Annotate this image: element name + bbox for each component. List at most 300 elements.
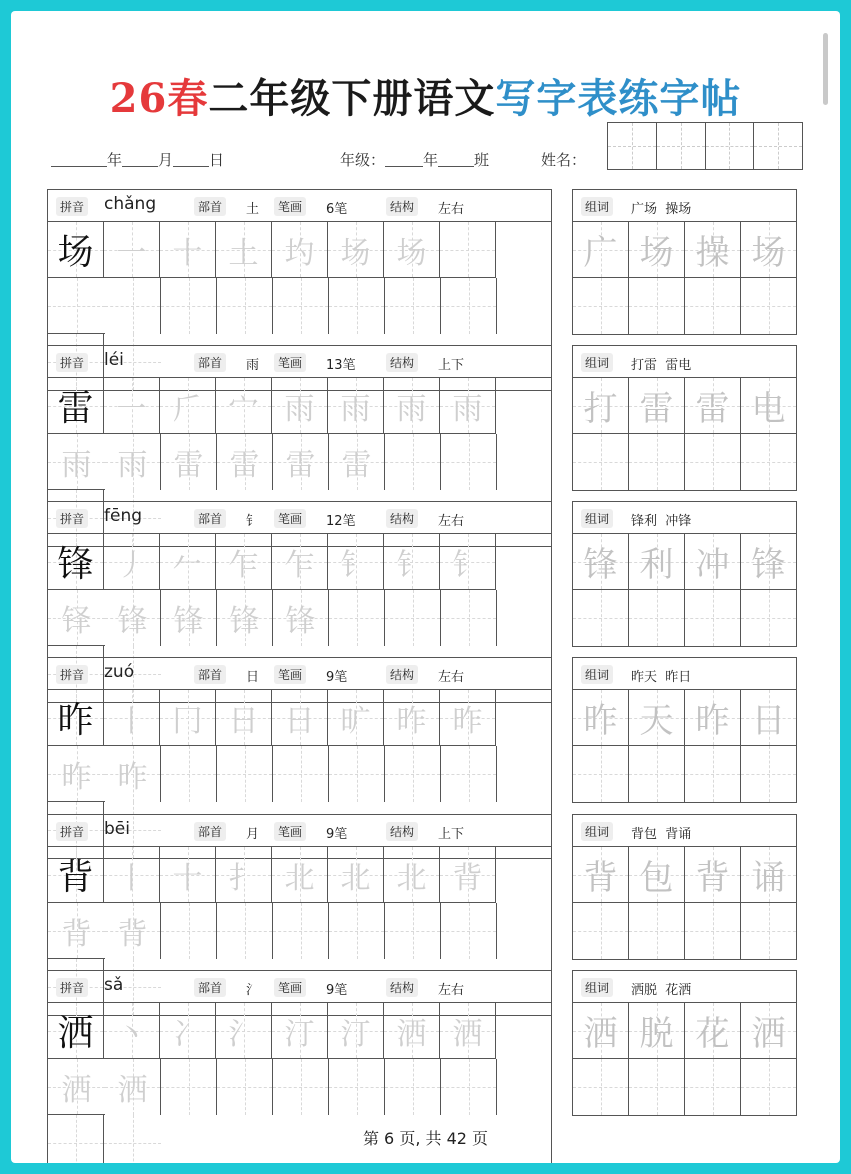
- practice-box[interactable]: [385, 590, 441, 646]
- practice-box[interactable]: [384, 847, 440, 903]
- practice-box[interactable]: [216, 378, 272, 434]
- date-line: [51, 149, 224, 170]
- stroke-step-char: 十: [172, 860, 203, 896]
- practice-box[interactable]: [384, 534, 440, 590]
- structure-value: 左右: [438, 983, 465, 998]
- practice-box[interactable]: [104, 1003, 160, 1059]
- practice-box[interactable]: [273, 1059, 329, 1115]
- pinyin-value: bēi: [104, 819, 130, 839]
- strokes-label: 笔画: [274, 197, 306, 216]
- structure-value: 左右: [438, 514, 465, 529]
- word-box[interactable]: [685, 590, 741, 646]
- name-box[interactable]: [706, 123, 755, 169]
- stroke-step-char: 昨: [61, 759, 92, 795]
- pinyin-label: 拼音: [56, 509, 88, 528]
- word-box[interactable]: [573, 1003, 629, 1059]
- stroke-step-char: 昨: [452, 703, 483, 739]
- structure-value: 左右: [438, 202, 465, 217]
- word-box[interactable]: [685, 1003, 741, 1059]
- stroke-step-char: 汀: [284, 1016, 315, 1052]
- word-box[interactable]: [741, 1003, 796, 1059]
- stroke-step-char: 雨: [61, 447, 92, 483]
- word-box[interactable]: [629, 378, 685, 434]
- word-box[interactable]: [741, 746, 796, 802]
- practice-box[interactable]: [328, 222, 384, 278]
- practice-box[interactable]: [105, 746, 161, 802]
- practice-box[interactable]: [160, 378, 216, 434]
- radical-value: 月: [246, 827, 260, 842]
- worksheet-page: [11, 11, 840, 1163]
- practice-box[interactable]: [217, 1059, 273, 1115]
- model-char: 锋: [57, 544, 94, 585]
- pinyin-label: 拼音: [56, 665, 88, 684]
- practice-box[interactable]: [329, 746, 385, 802]
- practice-box[interactable]: [104, 534, 160, 590]
- practice-box[interactable]: [384, 378, 440, 434]
- stroke-step-char: 洒: [452, 1016, 483, 1052]
- practice-box[interactable]: [440, 222, 496, 278]
- pinyin-value: sǎ: [104, 975, 124, 995]
- stroke-step-char: 日: [284, 703, 315, 739]
- year-label: 年: [107, 151, 123, 169]
- stroke-step-char: 丿: [116, 547, 147, 583]
- stroke-step-char: 锋: [117, 604, 148, 639]
- word-box[interactable]: [741, 690, 796, 746]
- word-trace-char: 背: [695, 858, 730, 898]
- stroke-step-char: 汀: [340, 1016, 371, 1052]
- word-box[interactable]: [629, 1003, 685, 1059]
- practice-box[interactable]: [329, 590, 385, 646]
- words-value: 打雷 雷电: [631, 358, 692, 373]
- word-box[interactable]: [685, 378, 741, 434]
- word-box[interactable]: [573, 378, 629, 434]
- word-trace-char: 广: [583, 233, 618, 273]
- word-box[interactable]: [685, 278, 741, 334]
- word-trace-char: 日: [751, 701, 786, 741]
- words-header: [573, 815, 796, 847]
- name-box[interactable]: [608, 123, 657, 169]
- month-label: 月: [158, 151, 174, 169]
- practice-box[interactable]: [160, 222, 216, 278]
- practice-box[interactable]: [104, 690, 160, 746]
- stroke-step-char: 冂: [172, 703, 203, 739]
- word-box[interactable]: [629, 590, 685, 646]
- grade-label: 年级：: [340, 151, 386, 169]
- word-box[interactable]: [573, 746, 629, 802]
- char-info-header: [48, 815, 551, 847]
- stroke-step-char: 北: [284, 860, 315, 896]
- practice-box[interactable]: [385, 1059, 441, 1115]
- stroke-step-char: 钅: [396, 547, 427, 583]
- strokes-value: 13笔: [326, 358, 356, 373]
- pinyin-value: zuó: [104, 662, 135, 682]
- practice-box[interactable]: [441, 434, 497, 490]
- word-box[interactable]: [573, 690, 629, 746]
- stroke-step-char: 𠂆: [172, 391, 203, 427]
- words-header: [573, 658, 796, 690]
- stroke-step-char: 北: [340, 860, 371, 896]
- word-grid: [573, 690, 796, 802]
- year-blank[interactable]: [51, 152, 107, 167]
- word-box[interactable]: [685, 746, 741, 802]
- word-trace-char: 场: [751, 233, 786, 273]
- practice-box[interactable]: [272, 847, 328, 903]
- title-part-3: 写字表练字帖: [495, 75, 742, 122]
- words-label: 组词: [581, 509, 613, 528]
- name-label: 姓名：: [541, 151, 587, 169]
- name-box[interactable]: [754, 123, 802, 169]
- practice-box[interactable]: [328, 1003, 384, 1059]
- practice-box[interactable]: [160, 847, 216, 903]
- word-box[interactable]: [629, 1059, 685, 1115]
- stroke-step-char: 冫: [172, 1016, 203, 1052]
- stroke-step-char: 雨: [117, 448, 148, 483]
- practice-box[interactable]: [105, 278, 161, 334]
- practice-box[interactable]: [105, 1059, 161, 1115]
- word-box[interactable]: [685, 1059, 741, 1115]
- practice-box[interactable]: [441, 746, 497, 802]
- model-char: 洒: [57, 1013, 94, 1054]
- practice-box[interactable]: [104, 378, 160, 434]
- practice-box[interactable]: [273, 278, 329, 334]
- stroke-step-char: 雨: [340, 391, 371, 427]
- stroke-step-char: 雷: [341, 448, 372, 483]
- practice-box[interactable]: [441, 903, 497, 959]
- practice-box[interactable]: [216, 847, 272, 903]
- word-box[interactable]: [573, 434, 629, 490]
- practice-box[interactable]: [161, 590, 217, 646]
- model-char: 场: [57, 232, 94, 273]
- pinyin-label: 拼音: [56, 822, 88, 841]
- practice-box[interactable]: [440, 847, 496, 903]
- word-box[interactable]: [741, 378, 796, 434]
- stroke-step-char: 雨: [396, 391, 427, 427]
- word-box[interactable]: [629, 278, 685, 334]
- word-box[interactable]: [573, 534, 629, 590]
- structure-label: 结构: [386, 665, 418, 684]
- word-box[interactable]: [573, 847, 629, 903]
- practice-box[interactable]: [329, 434, 385, 490]
- practice-box[interactable]: [161, 903, 217, 959]
- char-info-header: [48, 190, 551, 222]
- practice-box[interactable]: [328, 690, 384, 746]
- structure-value: 上下: [438, 358, 465, 373]
- stroke-step-char: 𠂉: [172, 547, 203, 583]
- stroke-step-char: 土: [228, 235, 259, 271]
- practice-box[interactable]: [273, 590, 329, 646]
- stroke-step-char: 昨: [396, 703, 427, 739]
- words-label: 组词: [581, 197, 613, 216]
- practice-box[interactable]: [272, 378, 328, 434]
- word-box[interactable]: [629, 690, 685, 746]
- practice-box[interactable]: [216, 222, 272, 278]
- word-box[interactable]: [629, 222, 685, 278]
- practice-box[interactable]: [105, 434, 161, 490]
- practice-box[interactable]: [273, 434, 329, 490]
- word-trace-char: 洒: [583, 1014, 618, 1054]
- practice-box[interactable]: [272, 534, 328, 590]
- pinyin-label: 拼音: [56, 978, 88, 997]
- pinyin-label: 拼音: [56, 353, 88, 372]
- word-box[interactable]: [685, 903, 741, 959]
- stroke-step-char: 日: [228, 703, 259, 739]
- word-box[interactable]: [629, 534, 685, 590]
- practice-box[interactable]: [217, 434, 273, 490]
- radical-value: 雨: [246, 358, 260, 373]
- radical-label: 部首: [194, 978, 226, 997]
- practice-box[interactable]: [440, 534, 496, 590]
- practice-box[interactable]: [217, 746, 273, 802]
- word-trace-char: 背: [583, 858, 618, 898]
- word-grid: [573, 1003, 796, 1115]
- model-char-box: [48, 534, 104, 590]
- word-box[interactable]: [573, 222, 629, 278]
- stroke-step-char: 一: [116, 235, 147, 271]
- class-blank[interactable]: [438, 152, 474, 167]
- word-box[interactable]: [685, 690, 741, 746]
- title-part-2: 二年级下册语文: [208, 75, 496, 122]
- page-footer: 第 6 页, 共 42 页: [362, 1129, 489, 1148]
- model-char: 昨: [57, 700, 94, 741]
- radical-label: 部首: [194, 509, 226, 528]
- word-box[interactable]: [685, 847, 741, 903]
- word-box[interactable]: [741, 903, 796, 959]
- word-grid: [573, 534, 796, 646]
- name-boxes[interactable]: [607, 122, 803, 170]
- pinyin-value: fēng: [104, 506, 143, 526]
- stroke-step-char: 圴: [284, 235, 315, 271]
- word-trace-char: 雷: [639, 389, 674, 429]
- stroke-step-char: 背: [117, 917, 148, 952]
- stroke-step-char: 昨: [117, 760, 148, 795]
- practice-box[interactable]: [217, 903, 273, 959]
- practice-box[interactable]: [328, 378, 384, 434]
- model-char-box: [48, 378, 104, 434]
- practice-box[interactable]: [441, 590, 497, 646]
- word-box[interactable]: [573, 278, 629, 334]
- word-trace-char: 昨: [695, 701, 730, 741]
- name-box[interactable]: [657, 123, 706, 169]
- word-box[interactable]: [629, 903, 685, 959]
- practice-box[interactable]: [385, 746, 441, 802]
- practice-box[interactable]: [440, 1003, 496, 1059]
- practice-box[interactable]: [385, 903, 441, 959]
- words-header: [573, 971, 796, 1003]
- practice-box[interactable]: [385, 278, 441, 334]
- word-box[interactable]: [741, 590, 796, 646]
- stroke-step-char: 氵: [228, 1016, 259, 1052]
- word-practice-block: [572, 814, 797, 960]
- model-char-box: [48, 847, 104, 903]
- word-practice-block: [572, 501, 797, 647]
- words-value: 广场 操场: [631, 202, 692, 217]
- practice-box[interactable]: [161, 746, 217, 802]
- pinyin-value: léi: [104, 350, 124, 370]
- practice-box[interactable]: [384, 222, 440, 278]
- title-part-1: 26春: [109, 75, 209, 122]
- practice-box[interactable]: [105, 903, 161, 959]
- structure-value: 左右: [438, 670, 465, 685]
- word-box[interactable]: [741, 434, 796, 490]
- stroke-step-char: 洒: [396, 1016, 427, 1052]
- stroke-step-char: 雷: [229, 448, 260, 483]
- word-box[interactable]: [573, 903, 629, 959]
- word-box[interactable]: [685, 222, 741, 278]
- stroke-step-char: 雨: [452, 391, 483, 427]
- word-trace-char: 天: [639, 701, 674, 741]
- word-box[interactable]: [629, 746, 685, 802]
- radical-value: 日: [246, 670, 260, 685]
- radical-value: 钅: [246, 514, 260, 529]
- words-label: 组词: [581, 822, 613, 841]
- words-value: 洒脱 花洒: [631, 983, 692, 998]
- char-info-header: [48, 971, 551, 1003]
- practice-box[interactable]: [384, 1003, 440, 1059]
- word-trace-char: 花: [695, 1014, 730, 1054]
- strokes-label: 笔画: [274, 978, 306, 997]
- practice-box[interactable]: [217, 590, 273, 646]
- practice-box[interactable]: [217, 278, 273, 334]
- practice-box[interactable]: [48, 590, 105, 646]
- word-box[interactable]: [741, 1059, 796, 1115]
- words-header: [573, 502, 796, 534]
- word-box[interactable]: [629, 434, 685, 490]
- page-title: [11, 67, 840, 124]
- practice-box[interactable]: [160, 690, 216, 746]
- radical-label: 部首: [194, 197, 226, 216]
- practice-box[interactable]: [48, 746, 105, 802]
- structure-label: 结构: [386, 822, 418, 841]
- grade-blank[interactable]: [385, 152, 423, 167]
- char-info-header: [48, 502, 551, 534]
- word-grid: [573, 847, 796, 959]
- practice-box[interactable]: [160, 534, 216, 590]
- word-trace-char: 包: [639, 858, 674, 898]
- practice-box[interactable]: [329, 903, 385, 959]
- structure-label: 结构: [386, 353, 418, 372]
- practice-box[interactable]: [216, 1003, 272, 1059]
- word-practice-block: [572, 345, 797, 491]
- practice-box[interactable]: [48, 434, 105, 490]
- practice-box[interactable]: [104, 847, 160, 903]
- stroke-step-char: 雷: [285, 448, 316, 483]
- practice-box[interactable]: [273, 903, 329, 959]
- practice-box[interactable]: [273, 746, 329, 802]
- practice-box[interactable]: [104, 222, 160, 278]
- word-box[interactable]: [741, 847, 796, 903]
- stroke-step-char: 锋: [229, 604, 260, 639]
- char-info-header: [48, 658, 551, 690]
- practice-box[interactable]: [216, 534, 272, 590]
- word-trace-char: 利: [639, 545, 674, 585]
- stroke-step-char: 旷: [340, 703, 371, 739]
- model-char: 背: [57, 857, 94, 898]
- practice-box[interactable]: [105, 590, 161, 646]
- word-practice-block: [572, 189, 797, 335]
- word-trace-char: 场: [639, 233, 674, 273]
- structure-label: 结构: [386, 978, 418, 997]
- words-value: 背包 背诵: [631, 827, 692, 842]
- model-char-box: [48, 690, 104, 746]
- stroke-step-char: 北: [396, 860, 427, 896]
- stroke-step-char: 乍: [284, 547, 315, 583]
- stroke-step-char: 十: [172, 235, 203, 271]
- structure-label: 结构: [386, 509, 418, 528]
- strokes-label: 笔画: [274, 509, 306, 528]
- strokes-value: 9笔: [326, 827, 348, 842]
- practice-box[interactable]: [329, 278, 385, 334]
- word-box[interactable]: [685, 534, 741, 590]
- practice-box[interactable]: [441, 1059, 497, 1115]
- word-grid: [573, 222, 796, 334]
- practice-box[interactable]: [161, 1059, 217, 1115]
- practice-box[interactable]: [161, 434, 217, 490]
- stroke-step-char: 钅: [340, 547, 371, 583]
- practice-box[interactable]: [272, 1003, 328, 1059]
- practice-box[interactable]: [385, 434, 441, 490]
- model-char: 雷: [57, 388, 94, 429]
- strokes-value: 9笔: [326, 670, 348, 685]
- class-label: 班: [474, 151, 490, 169]
- word-box[interactable]: [741, 278, 796, 334]
- practice-box[interactable]: [161, 278, 217, 334]
- word-box[interactable]: [573, 1059, 629, 1115]
- word-trace-char: 打: [583, 389, 618, 429]
- strokes-value: 9笔: [326, 983, 348, 998]
- structure-value: 上下: [438, 827, 465, 842]
- practice-box[interactable]: [272, 222, 328, 278]
- strokes-label: 笔画: [274, 665, 306, 684]
- practice-box[interactable]: [160, 1003, 216, 1059]
- stroke-step-char: 丨: [116, 860, 147, 896]
- word-trace-char: 锋: [583, 545, 618, 585]
- practice-box[interactable]: [329, 1059, 385, 1115]
- stroke-step-char: 钅: [452, 547, 483, 583]
- practice-box[interactable]: [48, 278, 105, 334]
- month-blank[interactable]: [122, 152, 158, 167]
- day-blank[interactable]: [173, 152, 209, 167]
- strokes-label: 笔画: [274, 353, 306, 372]
- stroke-step-char: 背: [61, 916, 92, 952]
- practice-box[interactable]: [441, 278, 497, 334]
- words-label: 组词: [581, 978, 613, 997]
- word-trace-char: 冲: [695, 545, 730, 585]
- word-box[interactable]: [629, 847, 685, 903]
- model-char-box: [48, 222, 104, 278]
- practice-box[interactable]: [440, 690, 496, 746]
- practice-box[interactable]: [328, 847, 384, 903]
- stroke-step-char: 背: [452, 860, 483, 896]
- word-box[interactable]: [685, 434, 741, 490]
- word-box[interactable]: [573, 590, 629, 646]
- stroke-step-char: 锋: [285, 604, 316, 639]
- words-value: 昨天 昨日: [631, 670, 692, 685]
- practice-box[interactable]: [48, 1059, 105, 1115]
- practice-box[interactable]: [272, 690, 328, 746]
- practice-box[interactable]: [328, 534, 384, 590]
- practice-box[interactable]: [440, 378, 496, 434]
- word-box[interactable]: [741, 534, 796, 590]
- day-label: 日: [209, 151, 225, 169]
- word-trace-char: 雷: [695, 389, 730, 429]
- practice-box[interactable]: [216, 690, 272, 746]
- stroke-step-char: 雷: [173, 448, 204, 483]
- word-box[interactable]: [741, 222, 796, 278]
- words-value: 锋利 冲锋: [631, 514, 692, 529]
- practice-box[interactable]: [384, 690, 440, 746]
- practice-box[interactable]: [48, 903, 105, 959]
- word-trace-char: 操: [695, 233, 730, 273]
